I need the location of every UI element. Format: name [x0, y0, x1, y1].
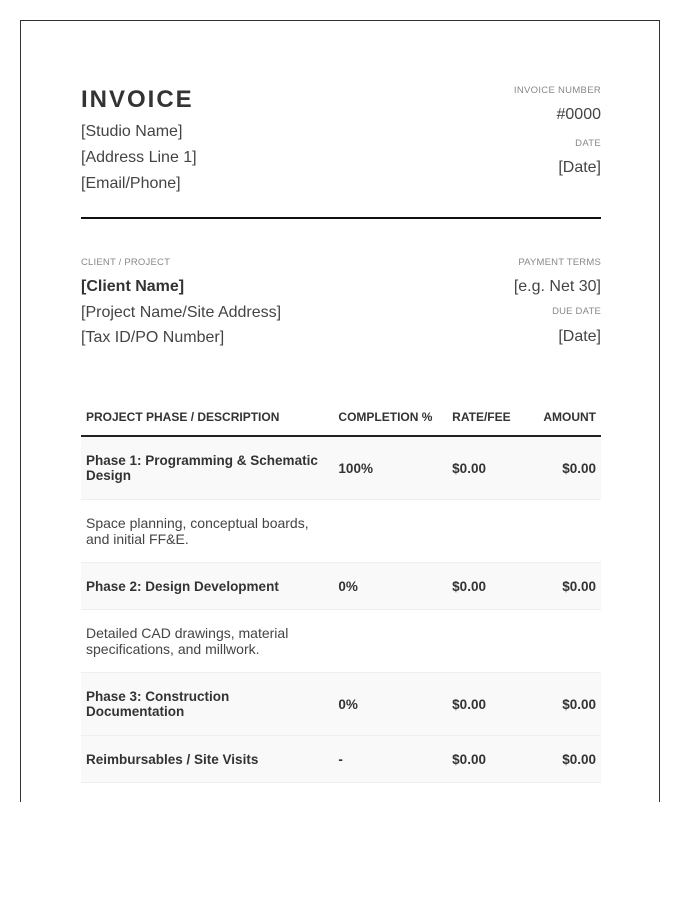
invoice-meta [514, 85, 601, 191]
header-rate: RATE/FEE [447, 399, 528, 436]
due-date-label: DUE DATE [552, 306, 601, 317]
row-description: Phase 2: Design Development [81, 563, 333, 610]
row-rate: $0.00 [447, 673, 528, 736]
client-section [81, 257, 601, 399]
header-amount: AMOUNT [528, 399, 601, 436]
row-description: Phase 3: Construction Documentation [81, 673, 333, 736]
invoice-date-label: DATE [575, 138, 601, 149]
table-row [81, 673, 601, 736]
table-header-row [81, 399, 601, 436]
table-row-note [81, 500, 601, 563]
invoice-date: [Date] [558, 159, 601, 176]
table-row [81, 563, 601, 610]
payment-terms-label: PAYMENT TERMS [518, 257, 601, 268]
invoice-number-label: INVOICE NUMBER [513, 85, 601, 96]
row-description: Phase 1: Programming & Schematic Design [81, 436, 333, 500]
studio-address: [Address Line 1] [81, 149, 197, 166]
row-amount: $0.00 [528, 736, 601, 783]
studio-contact: [Email/Phone] [81, 175, 181, 192]
line-items-table [81, 399, 601, 783]
invoice-title: INVOICE [81, 86, 194, 113]
studio-name: [Studio Name] [81, 123, 183, 140]
row-note: Detailed CAD drawings, material specifications, and millwork. [81, 610, 333, 673]
payment-info [514, 257, 601, 347]
row-note: Space planning, conceptual boards, and initial FF&E. [81, 500, 333, 563]
header-completion: COMPLETION % [333, 399, 447, 436]
table-row-note [81, 610, 601, 673]
client-label: CLIENT / PROJECT [81, 257, 171, 268]
row-amount: $0.00 [528, 563, 601, 610]
row-completion: 100% [333, 436, 447, 500]
row-rate: $0.00 [447, 736, 528, 783]
row-completion: - [333, 736, 447, 783]
due-date: [Date] [558, 328, 601, 345]
client-name: [Client Name] [81, 278, 185, 295]
row-amount: $0.00 [528, 673, 601, 736]
invoice-page [20, 20, 660, 802]
table-row [81, 436, 601, 500]
client-tax-id: [Tax ID/PO Number] [81, 329, 225, 346]
invoice-number: #0000 [556, 106, 601, 123]
row-completion: 0% [333, 673, 447, 736]
row-amount: $0.00 [528, 436, 601, 500]
row-completion: 0% [333, 563, 447, 610]
client-info [81, 257, 281, 350]
client-project: [Project Name/Site Address] [81, 304, 282, 321]
table-row [81, 736, 601, 783]
row-rate: $0.00 [447, 436, 528, 500]
invoice-header [81, 85, 601, 219]
row-description: Reimbursables / Site Visits [81, 736, 333, 783]
row-rate: $0.00 [447, 563, 528, 610]
invoice-content [81, 85, 601, 783]
header-description: PROJECT PHASE / DESCRIPTION [81, 399, 333, 436]
studio-info [81, 85, 197, 197]
payment-terms: [e.g. Net 30] [513, 278, 601, 295]
